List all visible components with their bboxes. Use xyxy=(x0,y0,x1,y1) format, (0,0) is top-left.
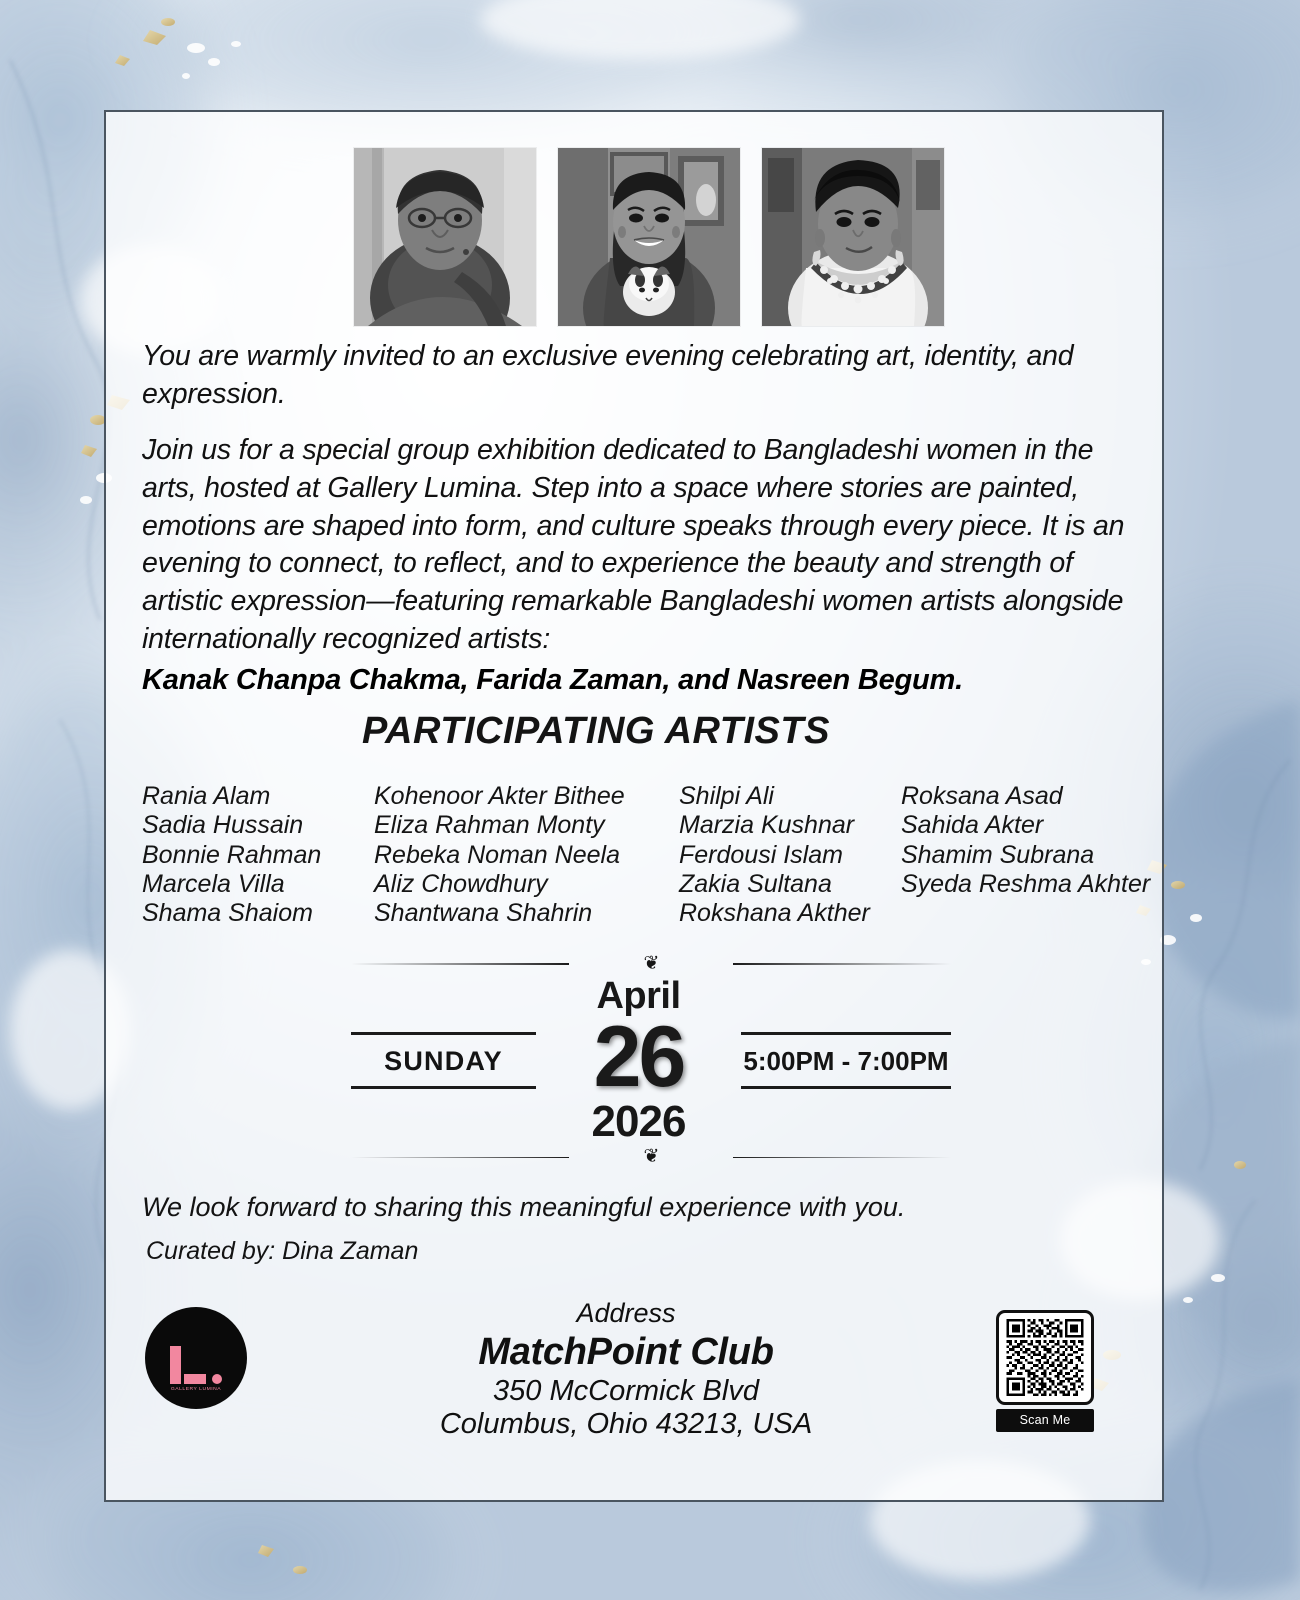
logo-l-foot xyxy=(184,1374,206,1384)
event-date-block xyxy=(351,952,951,1168)
event-year: 2026 xyxy=(591,1096,686,1146)
gallery-lumina-logo xyxy=(145,1307,247,1409)
portrait-farida-zaman xyxy=(558,148,740,326)
date-row xyxy=(351,977,951,1145)
artist-name: Bonnie Rahman xyxy=(142,840,322,869)
invitation-card xyxy=(96,100,1166,1500)
event-month: April xyxy=(596,975,681,1017)
ornament-divider-bottom xyxy=(351,1146,951,1168)
artist-name: Shamim Subrana xyxy=(901,840,1095,869)
artists-column-4 xyxy=(901,782,1151,928)
weekday-rule-bottom xyxy=(351,1086,536,1089)
artist-name: Shilpi Ali xyxy=(679,782,774,810)
ornament-flourish-icon: ❦ xyxy=(643,952,659,974)
logo-caption: GALLERY LUMINA xyxy=(170,1386,222,1392)
address-line-2: Columbus, Ohio 43213, USA xyxy=(439,1408,813,1440)
closing-message: We look forward to sharing this meaningful experience with you. xyxy=(142,1192,906,1222)
logo-mark xyxy=(170,1346,222,1409)
event-weekday: SUNDAY xyxy=(384,1046,503,1077)
time-rule-bottom xyxy=(741,1086,951,1089)
participating-artists-heading: PARTICIPATING ARTISTS xyxy=(362,710,830,752)
artist-name: Sadia Hussain xyxy=(142,811,304,840)
intro-paragraph: You are warmly invited to an exclusive evening celebrating art, identity, and expression. xyxy=(142,340,1074,410)
body-paragraph-text: Join us for a special group exhibition dedicated to Bangladeshi women in the arts, hosted at Gallery Lumina. Step into a space where stories are painted, emotions are shaped into form, and culture speaks through every piece. It is an evening to connect, to reflect, and to experience the beauty and strength of artistic expression—featuring remarkable Bangladeshi women artists alongside internationally recognized artists: xyxy=(142,433,1125,656)
participating-artists-list xyxy=(142,782,1152,928)
artists-column-3 xyxy=(679,782,901,928)
portrait-kanak-chanpa-chakma xyxy=(354,148,536,326)
artist-name: Kohenoor Akter Bithee xyxy=(374,782,625,810)
logo-letter-l-icon xyxy=(170,1346,222,1384)
event-day: 26 xyxy=(593,1009,684,1105)
featured-artists-names: Kanak Chanpa Chakma, Farida Zaman, and Nasreen Begum. xyxy=(142,664,963,697)
artists-column-1 xyxy=(142,782,374,928)
qr-code-matrix xyxy=(1005,1319,1085,1396)
qr-code-block[interactable] xyxy=(996,1310,1094,1432)
venue-address xyxy=(396,1298,856,1441)
artist-name: Marcela Villa xyxy=(142,869,285,898)
artist-name: Rania Alam xyxy=(142,782,271,810)
event-time: 5:00PM - 7:00PM xyxy=(743,1046,949,1077)
artist-name: Aliz Chowdhury xyxy=(374,869,548,898)
divider-line-right xyxy=(733,963,951,965)
artist-name: Rokshana Akther xyxy=(679,899,870,927)
artist-name: Syeda Reshma Akhter xyxy=(901,869,1151,898)
artist-name: Ferdousi Islam xyxy=(679,840,843,869)
address-line-1: 350 McCormick Blvd xyxy=(493,1375,759,1407)
artist-name: Shama Shaiom xyxy=(142,899,313,927)
logo-dot-icon xyxy=(212,1374,222,1384)
artist-name: Eliza Rahman Monty xyxy=(374,811,605,840)
event-date-center xyxy=(564,977,714,1145)
event-weekday-block xyxy=(351,1032,536,1089)
artist-name: Roksana Asad xyxy=(901,782,1063,810)
artist-name: Rebeka Noman Neela xyxy=(374,840,620,869)
artists-column-2 xyxy=(374,782,679,928)
ornament-divider-top xyxy=(351,952,951,974)
featured-artist-portraits xyxy=(354,148,944,326)
artist-name: Zakia Sultana xyxy=(679,869,832,898)
artist-name: Marzia Kushnar xyxy=(679,811,855,840)
divider-line-right xyxy=(733,1157,951,1159)
artist-name: Shantwana Shahrin xyxy=(374,899,593,927)
curator-credit: Curated by: Dina Zaman xyxy=(146,1237,419,1265)
logo-l-stem xyxy=(170,1346,181,1384)
artist-name: Sahida Akter xyxy=(901,811,1044,840)
address-label: Address xyxy=(576,1298,676,1328)
portrait-nasreen-begum xyxy=(762,148,944,326)
venue-name: MatchPoint Club xyxy=(478,1331,774,1373)
qr-code-icon[interactable] xyxy=(996,1310,1094,1405)
event-time-block xyxy=(741,1032,951,1089)
scan-me-label[interactable]: Scan Me xyxy=(996,1409,1094,1432)
ornament-flourish-icon: ❦ xyxy=(643,1146,659,1168)
body-paragraph xyxy=(142,432,1127,700)
divider-line-left xyxy=(351,963,569,965)
divider-line-left xyxy=(351,1157,569,1159)
invitation-body xyxy=(142,338,1127,718)
